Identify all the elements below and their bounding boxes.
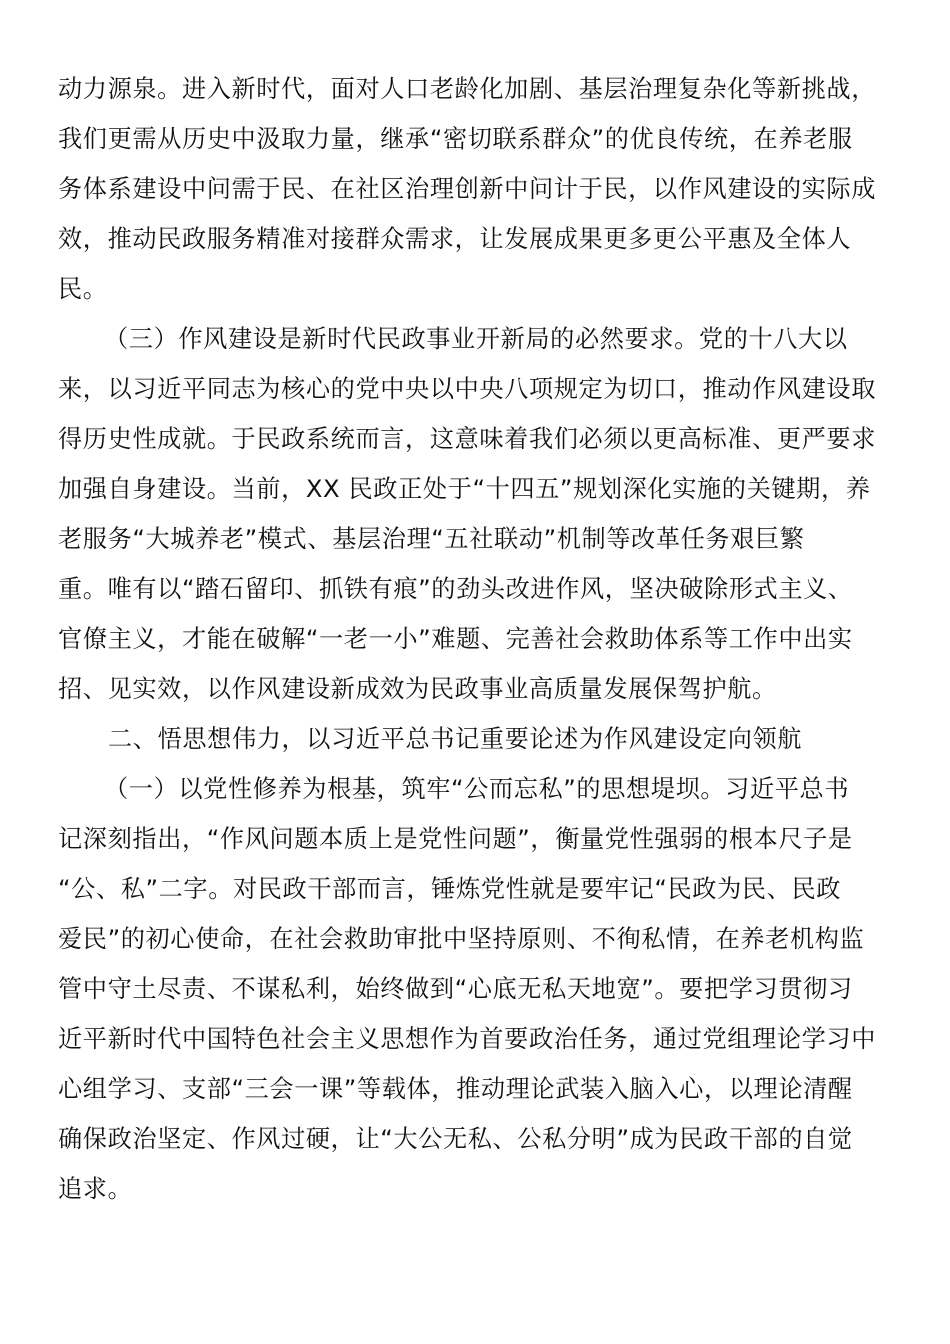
text-line: 确保政治坚定、作风过硬，让“大公无私、公私分明”成为民政干部的自觉 <box>58 1125 853 1153</box>
text-line: 心组学习、支部“三会一课”等载体，推动理论武装入脑入心，以理论清醒 <box>58 1075 853 1103</box>
text-line: 近平新时代中国特色社会主义思想作为首要政治任务，通过党组理论学习中 <box>58 1025 876 1053</box>
text-line: 效，推动民政服务精准对接群众需求，让发展成果更多更公平惠及全体人 <box>58 225 852 253</box>
text-line: 得历史性成就。于民政系统而言，这意味着我们必须以更高标准、更严要求 <box>58 425 876 453</box>
text-line: 爱民”的初心使命，在社会救助审批中坚持原则、不徇私情，在养老机构监 <box>58 925 865 953</box>
text-line: 管中守土尽责、不谋私利，始终做到“心底无私天地宽”。要把学习贯彻习 <box>58 975 853 1003</box>
text-line: 加强自身建设。当前，XX 民政正处于“十四五”规划深化实施的关键期，养 <box>58 475 871 503</box>
text-line: 重。唯有以“踏石留印、抓铁有痕”的劲头改进作风，坚决破除形式主义、 <box>58 575 853 603</box>
paragraph-start-line: （三）作风建设是新时代民政事业开新局的必然要求。党的十八大以 <box>104 325 848 353</box>
text-line: 记深刻指出，“作风问题本质上是党性问题”，衡量党性强弱的根本尺子是 <box>58 825 853 853</box>
text-line: 动力源泉。进入新时代，面对人口老龄化加剧、基层治理复杂化等新挑战， <box>58 75 876 103</box>
text-line: 官僚主义，才能在破解“一老一小”难题、完善社会救助体系等工作中出实 <box>58 625 853 653</box>
text-line: 来，以习近平同志为核心的党中央以中央八项规定为切口，推动作风建设取 <box>58 375 876 403</box>
text-line: 务体系建设中问需于民、在社区治理创新中问计于民，以作风建设的实际成 <box>58 175 876 203</box>
text-line: “公、私”二字。对民政干部而言，锤炼党性就是要牢记“民政为民、民政 <box>58 875 842 903</box>
text-line: 招、见实效，以作风建设新成效为民政事业高质量发展保驾护航。 <box>58 675 777 703</box>
text-line: 民。 <box>58 275 108 303</box>
text-line: 追求。 <box>58 1175 133 1203</box>
paragraph-start-line: （一）以党性修养为根基，筑牢“公而忘私”的思想堤坝。习近平总书 <box>104 775 850 803</box>
text-line: 我们更需从历史中汲取力量，继承“密切联系群众”的优良传统，在养老服 <box>58 125 853 153</box>
section-heading: 二、悟思想伟力，以习近平总书记重要论述为作风建设定向领航 <box>108 725 803 753</box>
text-line: 老服务“大城养老”模式、基层治理“五社联动”机制等改革任务艰巨繁 <box>58 525 805 553</box>
